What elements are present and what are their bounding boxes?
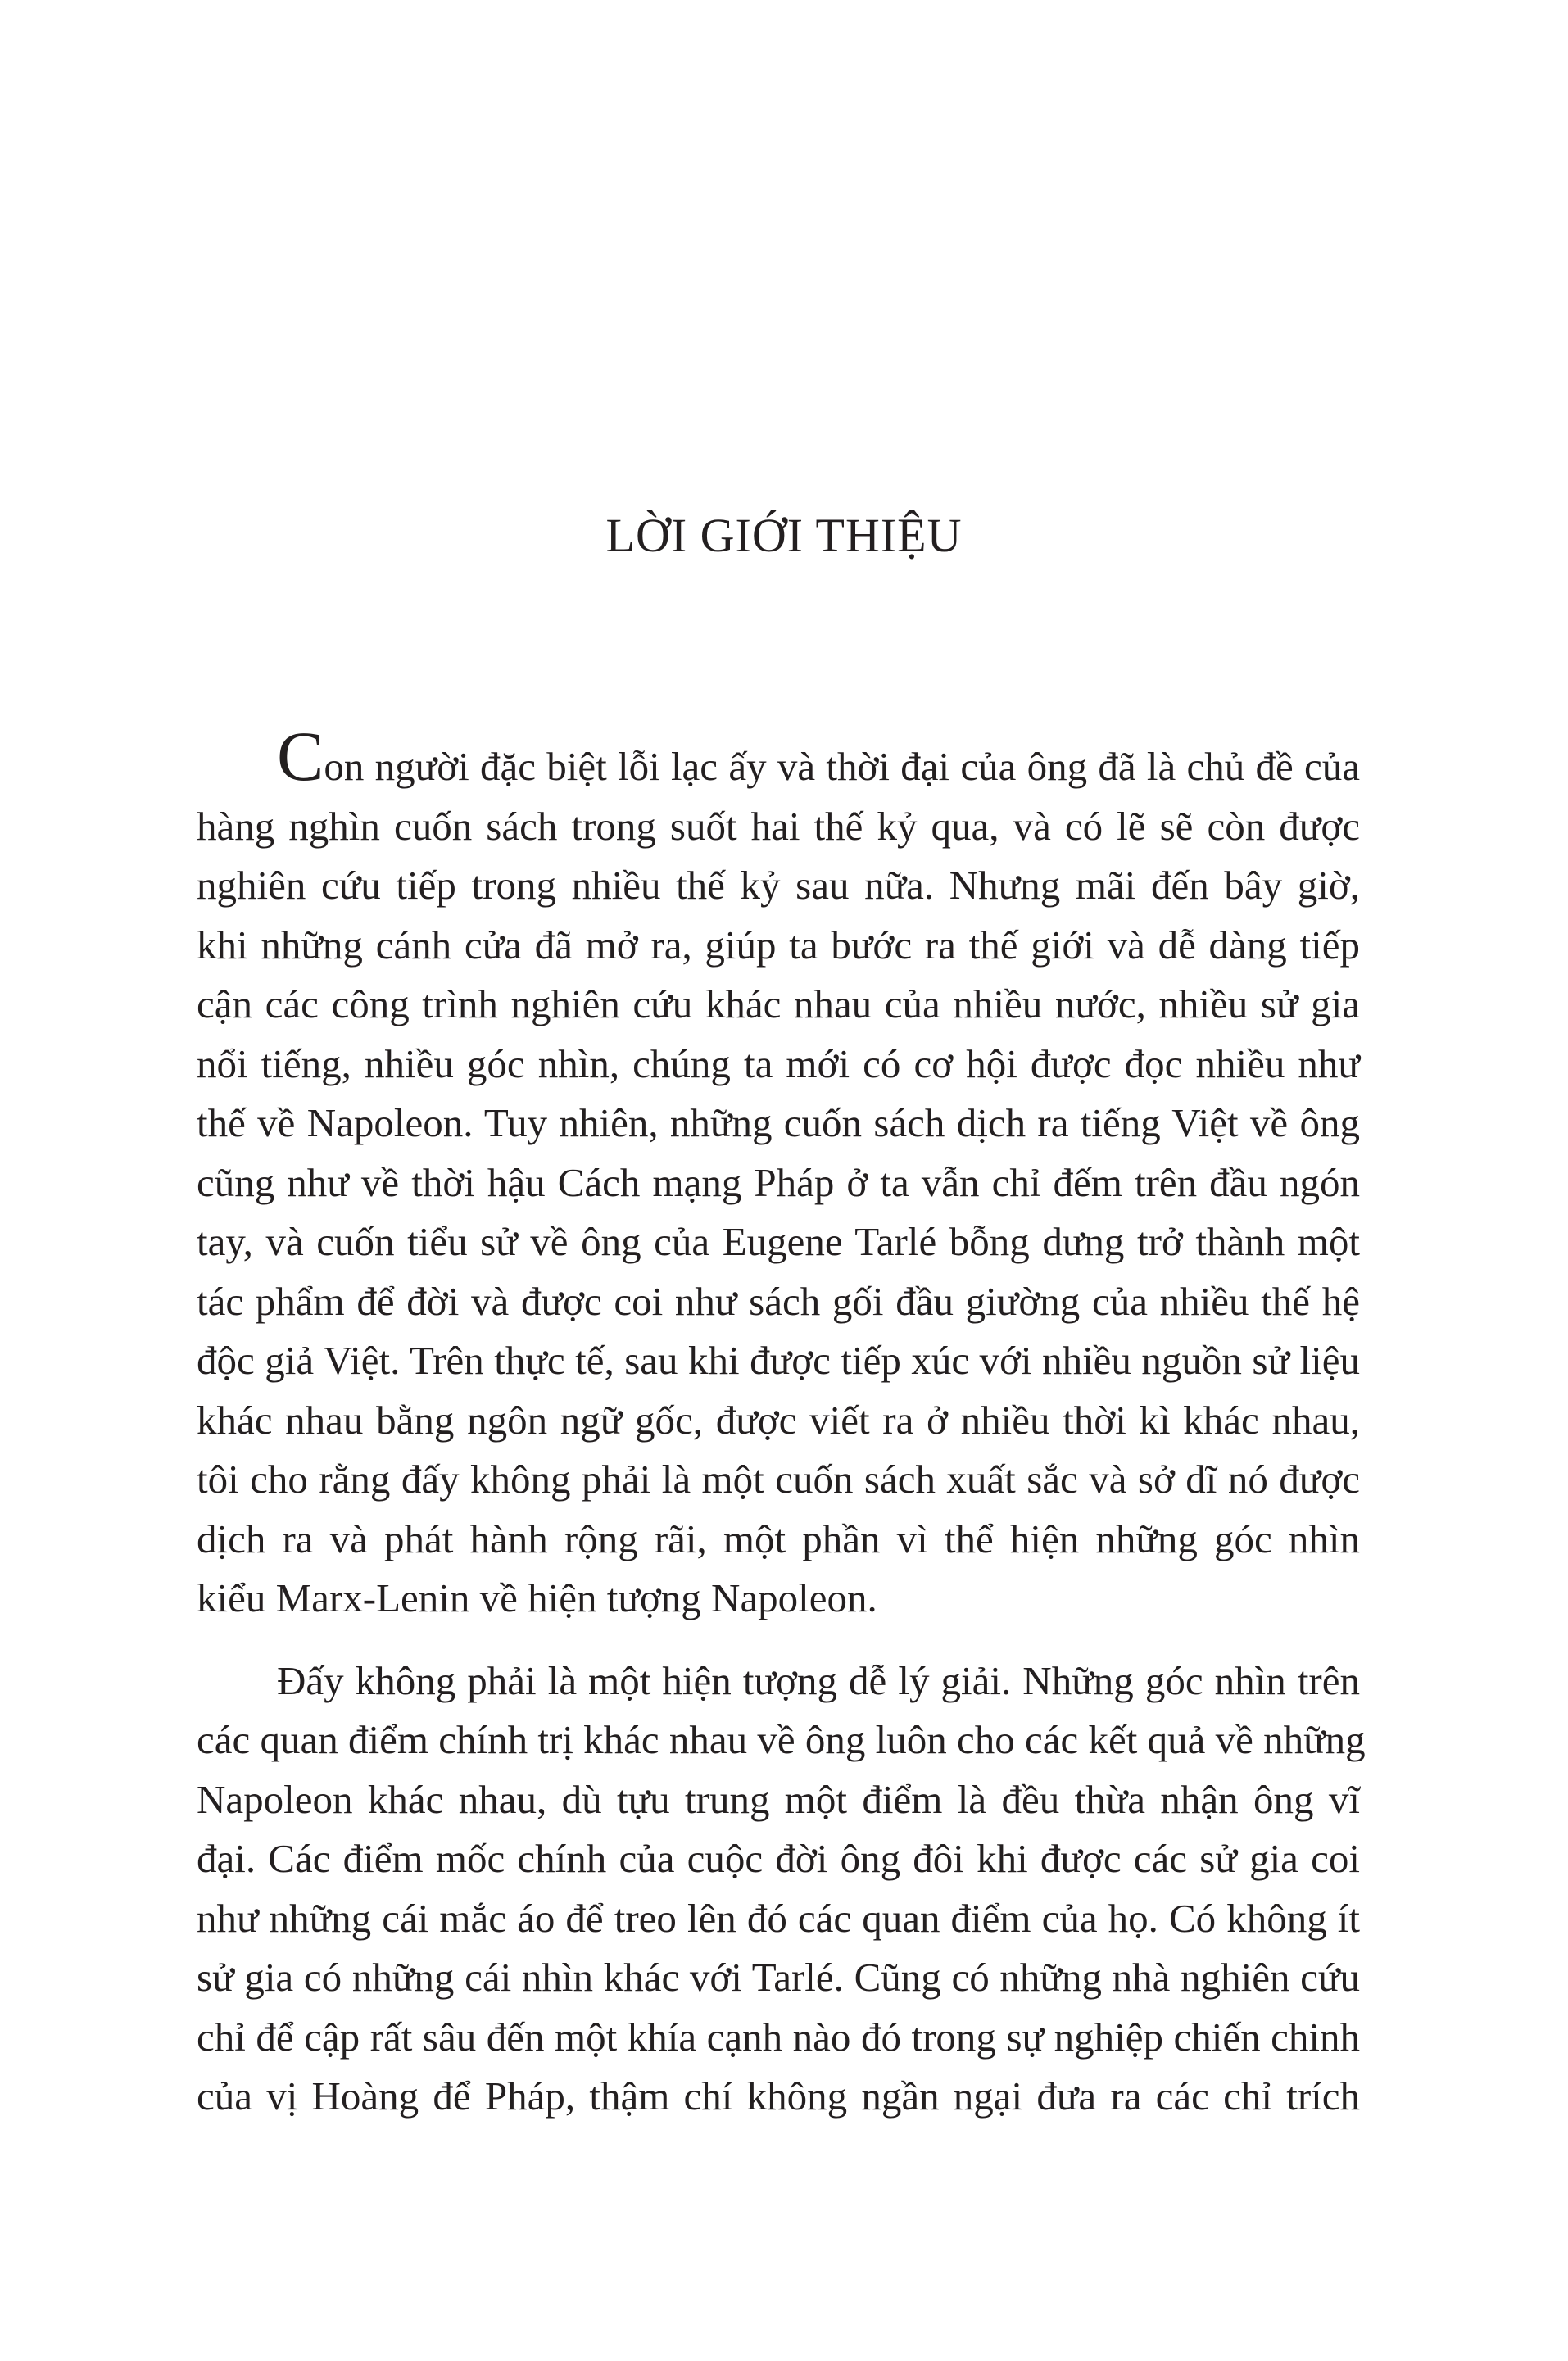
paragraph-1 <box>197 717 1360 1629</box>
text-line: chỉ để cập rất sâu đến một khía cạnh nào đó trong sự nghiệp chiến chinh <box>197 2014 1360 2060</box>
text-line: đại. Các điểm mốc chính của cuộc đời ông đôi khi được các sử gia coi <box>197 1836 1360 1881</box>
text-line: khi những cánh cửa đã mở ra, giúp ta bước ra thế giới và dễ dàng tiếp <box>197 922 1360 968</box>
text-line: tôi cho rằng đấy không phải là một cuốn sách xuất sắc và sở dĩ nó được <box>197 1457 1360 1502</box>
text-line: dịch ra và phát hành rộng rãi, một phần vì thể hiện những góc nhìn <box>197 1516 1360 1561</box>
text-line: nổi tiếng, nhiều góc nhìn, chúng ta mới có cơ hội được đọc nhiều như <box>197 1040 1360 1086</box>
text-line: cũng như về thời hậu Cách mạng Pháp ở ta vẫn chỉ đếm trên đầu ngón <box>197 1159 1360 1205</box>
text-line: tay, và cuốn tiểu sử về ông của Eugene Tarlé bỗng dưng trở thành một <box>197 1219 1360 1264</box>
drop-cap: C <box>277 717 324 795</box>
text-line: các quan điểm chính trị khác nhau về ông luôn cho các kết quả về những <box>197 1717 1366 1762</box>
text-line: độc giả Việt. Trên thực tế, sau khi được tiếp xúc với nhiều nguồn sử liệu <box>197 1338 1360 1383</box>
text-line: của vị Hoàng để Pháp, thậm chí không ngần ngại đưa ra các chỉ trích <box>197 2073 1360 2119</box>
text-line: cận các công trình nghiên cứu khác nhau của nhiều nước, nhiều sử gia <box>197 981 1360 1026</box>
page-title: LỜI GIỚI THIỆU <box>605 509 963 562</box>
text-line: kiểu Marx-Lenin về hiện tượng Napoleon. <box>197 1575 877 1620</box>
text-line: tác phẩm để đời và được coi như sách gối đầu giường của nhiều thế hệ <box>197 1278 1360 1324</box>
text-line: như những cái mắc áo để treo lên đó các quan điểm của họ. Có không ít <box>197 1895 1360 1941</box>
paragraph-2 <box>197 1652 1366 2127</box>
text-line: nghiên cứu tiếp trong nhiều thế kỷ sau nữa. Nhưng mãi đến bây giờ, <box>197 863 1360 908</box>
text-line: Con người đặc biệt lỗi lạc ấy và thời đại của ông đã là chủ đề của <box>277 717 1360 795</box>
text-line: sử gia có những cái nhìn khác với Tarlé. Cũng có những nhà nghiên cứu <box>197 1955 1360 2000</box>
text-line: hàng nghìn cuốn sách trong suốt hai thế kỷ qua, và có lẽ sẽ còn được <box>197 803 1360 849</box>
body-text <box>197 717 1366 2127</box>
text-line: Napoleon khác nhau, dù tựu trung một điểm là đều thừa nhận ông vĩ <box>197 1776 1360 1822</box>
text-line: khác nhau bằng ngôn ngữ gốc, được viết ra ở nhiều thời kì khác nhau, <box>197 1397 1360 1443</box>
text-line: Đấy không phải là một hiện tượng dễ lý giải. Những góc nhìn trên <box>277 1657 1360 1703</box>
text-line: thế về Napoleon. Tuy nhiên, những cuốn sách dịch ra tiếng Việt về ông <box>197 1100 1360 1145</box>
